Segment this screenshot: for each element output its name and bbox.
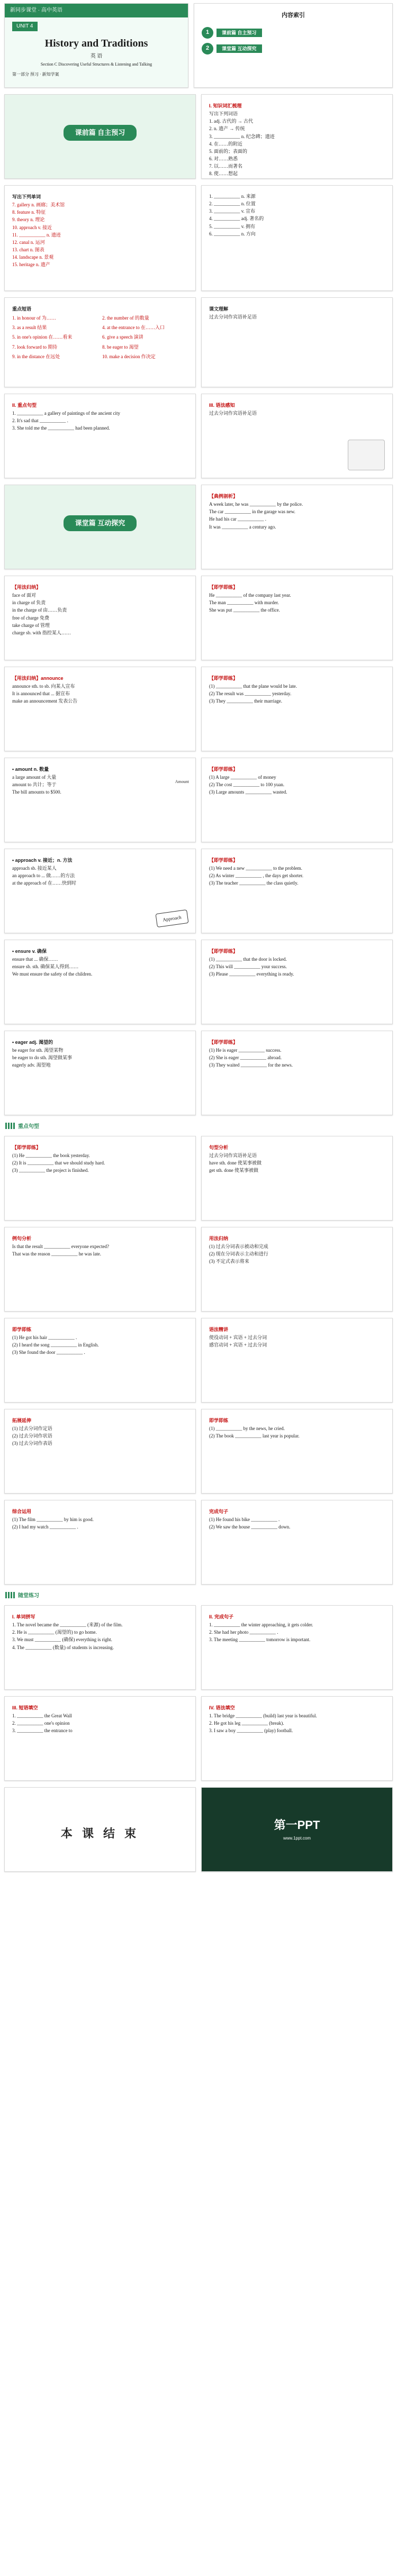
sentence-practice-slide — [4, 1136, 196, 1221]
menu-item-preview[interactable] — [202, 27, 262, 39]
slide-row-3 — [0, 182, 397, 294]
text-line: We must ensure the safety of the children. — [12, 971, 93, 977]
slide-heading: 【典例剖析】 — [209, 494, 238, 499]
text-line: 2. ___________ one's opinion — [12, 1721, 70, 1726]
text-line: 2. He is ___________ (渴望的) to go home. — [12, 1630, 97, 1635]
bars-icon — [5, 1123, 15, 1129]
usage-slide — [4, 576, 196, 660]
text-line: (1) He ___________ the book yesterday. — [12, 1153, 90, 1159]
text-line: (1) He found his bike ___________ . — [209, 1517, 280, 1523]
text-line: 4. The ___________ (数量) of students is increasing. — [12, 1644, 114, 1650]
slide-row-6 — [0, 481, 397, 572]
words-slide — [4, 185, 196, 291]
text-line: (2) 现在分词表示主动和进行 — [209, 1251, 268, 1257]
example-slide — [201, 485, 393, 569]
slide-heading: 【即学即练】 — [209, 767, 238, 772]
slide-row-11 — [0, 936, 397, 1027]
text-line: (1) 过去分词作定语 — [12, 1426, 52, 1432]
approach-sign: Approach — [155, 909, 188, 927]
text-line: ensure that ... 确保…… — [12, 957, 58, 962]
text-line: 使役动词 + 宾语 + 过去分词 — [209, 1335, 267, 1341]
text-line: 1. ___________ a gallery of paintings of the ancient city — [12, 411, 120, 416]
text-line: face of 面对 — [12, 593, 36, 598]
phrase-fill-slide — [4, 1696, 196, 1781]
slide-heading: II. 完成句子 — [209, 1614, 234, 1619]
slide-heading: 【即学即练】 — [209, 949, 238, 954]
text-line: It is announced that ... 据宣布 — [12, 691, 70, 697]
slide-heading: • ensure v. 确保 — [12, 949, 47, 954]
slide-heading: 综合运用 — [12, 1509, 32, 1514]
practice-slide-3 — [201, 1409, 393, 1494]
text-line: 1. The novel became the ___________ (来源) of the film. — [12, 1622, 123, 1628]
phrase-line: 9. in the distance 在远处 — [12, 353, 60, 359]
text-line: an approach to ... 做……的方法 — [12, 873, 75, 879]
slide-row-17 — [0, 1497, 397, 1588]
text-line: (2) It is ___________ that we should study hard. — [12, 1160, 105, 1166]
sentence-analysis-slide — [201, 1136, 393, 1221]
text-line: 3. The meeting ___________ tomorrow is important. — [209, 1637, 311, 1643]
text-line: (1) 过去分词表示被动和完成 — [209, 1244, 268, 1250]
slide-row-18 — [0, 1602, 397, 1693]
slide-heading: II. 重点句型 — [12, 403, 37, 408]
subhead-exercise — [0, 1588, 397, 1602]
brand-name: 第一PPT — [274, 1818, 320, 1832]
ending-text: 本 课 结 束 — [60, 1827, 140, 1840]
slide-heading: 重点短语 — [12, 306, 32, 312]
slide-row-4 — [0, 294, 397, 390]
word-line: 6. ___________ n. 方向 — [209, 231, 256, 236]
phrase-line: 5. in one's opinion 在……看来 — [12, 334, 73, 340]
section-header — [12, 491, 188, 555]
text-line: 过去分词作宾语补足语 — [209, 411, 257, 416]
text-line: (1) The film ___________ by him is good. — [12, 1517, 94, 1523]
grammar-fill-slide — [201, 1696, 393, 1781]
text-line: get sth. done 使某事被做 — [209, 1168, 258, 1173]
publisher-text: 新同步课堂 · 高中英语 — [10, 7, 62, 14]
bars-icon — [5, 1592, 15, 1598]
ensure-practice-slide — [201, 940, 393, 1024]
phrase-line: 6. give a speech 演讲 — [102, 334, 143, 340]
slide-heading: 句型分析 — [209, 1145, 229, 1150]
slide-heading: 即学即练 — [12, 1327, 32, 1332]
publisher-banner — [5, 4, 188, 17]
slide-footer: 第一部分 预习 · 新知学案 — [12, 71, 59, 77]
word-line: 4. ___________ adj. 著名的 — [209, 216, 264, 222]
text-line: be eager to do sth. 渴望做某事 — [12, 1055, 72, 1061]
text-line: 2. It's sad that ___________ . — [12, 418, 68, 424]
brand-site: www.1ppt.com — [283, 1836, 311, 1841]
phrase-line: 3. as a result 结果 — [12, 325, 47, 331]
slide-row-7 — [0, 572, 397, 663]
text-line: (2) I heard the song ___________ in English. — [12, 1342, 99, 1348]
text-line: 过去分词作宾语补足语 — [209, 1153, 257, 1159]
text-line: 1. ___________ the winter approaching, it gets colder. — [209, 1622, 313, 1628]
section-header — [12, 101, 188, 165]
phrases-slide — [4, 297, 196, 387]
word-line: 14. landscape n. 景观 — [12, 254, 54, 260]
menu-item-number: 2 — [202, 43, 213, 54]
eager-slide — [4, 1031, 196, 1115]
text-line: (2) We saw the house ___________ down. — [209, 1524, 291, 1530]
text-line: 2. She had her photo ___________ . — [209, 1630, 278, 1635]
word-line: 9. theory n. 理论 — [12, 217, 45, 223]
slide-heading: 【即学即练】 — [209, 1040, 238, 1045]
slide-heading: 【用法归纳】 — [12, 585, 41, 590]
brand-slide — [201, 1787, 393, 1872]
subject-label: 英 语 — [90, 53, 103, 59]
section-heading: 课前篇 自主预习 — [64, 125, 137, 141]
text-line: in charge of 负责 — [12, 600, 46, 606]
text-line: 3. ___________ the entrance to — [12, 1728, 73, 1734]
text-line: (3) ___________ the project is finished. — [12, 1168, 89, 1173]
ending-slide — [4, 1787, 196, 1872]
approach-practice-slide — [201, 849, 393, 933]
phrase-line: 2. the number of 的数量 — [102, 315, 149, 321]
text-line: take charge of 管理 — [12, 622, 50, 628]
slide-heading: 【用法归纳】announce — [12, 676, 64, 681]
text-line: (2) 过去分词作状语 — [12, 1433, 52, 1439]
text-line: She was put ___________ the office. — [209, 607, 280, 613]
announce-usage-slide — [4, 667, 196, 751]
completion-slide — [201, 1605, 393, 1690]
grammar-slide — [201, 394, 393, 478]
word-line: 11. ___________ n. 遗迹 — [12, 232, 61, 238]
text-line: (3) She found the door ___________ . — [12, 1350, 85, 1355]
slide-heading: I. 知识词汇梳理 — [209, 103, 242, 108]
menu-list — [202, 27, 385, 54]
slide-heading: III. 语法感知 — [209, 403, 235, 408]
slide-row-2 — [0, 91, 397, 182]
slide-heading: 【即学即练】 — [209, 676, 238, 681]
slide-heading: 【即学即练】 — [209, 585, 238, 590]
menu-slide — [194, 3, 393, 88]
slide-row-14 — [0, 1224, 397, 1315]
preview-section-slide — [4, 94, 196, 179]
slide-row-13 — [0, 1133, 397, 1224]
vocab-slide — [201, 94, 393, 179]
text-line: 感官动词 + 宾语 + 过去分词 — [209, 1342, 267, 1348]
slide-row-16 — [0, 1406, 397, 1497]
slide-heading: 课文理解 — [209, 306, 229, 312]
extension-slide — [4, 1409, 196, 1494]
example-analysis-slide — [4, 1227, 196, 1312]
text-line: 7. 以……而著名 — [209, 163, 243, 169]
text-line: (3) Large amounts ___________ wasted. — [209, 789, 287, 795]
slide-heading: 拓展延伸 — [12, 1418, 32, 1423]
slide-heading: 【即学即练】 — [12, 1145, 41, 1150]
word-line: 3. ___________ v. 宣布 — [209, 208, 256, 214]
sentence-slide — [4, 394, 196, 478]
menu-item-number: 1 — [202, 27, 213, 39]
text-line: in the charge of 由……负责 — [12, 607, 67, 613]
text-line: 写出下列词语 — [209, 111, 238, 117]
slide-heading: 语法精讲 — [209, 1327, 229, 1332]
slide-heading: 用法归纳 — [209, 1236, 229, 1241]
text-line: (1) ___________ by the news, he cried. — [209, 1426, 285, 1432]
text-line: (3) They ___________ their marriage. — [209, 698, 283, 704]
text-line: That was the reason ___________ he was late. — [12, 1251, 101, 1257]
text-line: 3. She told me the ___________ had been planned. — [12, 425, 110, 431]
slide-row-12 — [0, 1027, 397, 1118]
text-line: 8. 使……想起 — [209, 171, 238, 177]
text-line: (1) He got his hair ___________ . — [12, 1335, 77, 1341]
text-line: (2) She is eager ___________ abroad. — [209, 1055, 282, 1061]
slide-row-20 — [0, 1784, 397, 1875]
slide-heading: • amount n. 数量 — [12, 767, 49, 772]
text-line: The car ___________ in the garage was new. — [209, 509, 295, 515]
grammar-detail-slide — [201, 1318, 393, 1403]
text-line: a large amount of 大量 — [12, 775, 57, 780]
slide-heading: III. 短语填空 — [12, 1705, 38, 1710]
text-line: make an announcement 发表公告 — [12, 698, 78, 704]
practice-slide-2 — [4, 1318, 196, 1403]
text-line: Is that the result ___________ everyone expected? — [12, 1244, 109, 1250]
word-line: 12. canal n. 运河 — [12, 239, 45, 245]
practice-slide — [201, 576, 393, 660]
text-line: (1) A large ___________ of money — [209, 775, 276, 780]
slide-row-19 — [0, 1693, 397, 1784]
phrase-line: 10. make a decision 作决定 — [102, 353, 156, 359]
section-heading: 课堂篇 互动探究 — [64, 515, 137, 531]
complete-sentence-slide — [201, 1500, 393, 1585]
word-line: 1. ___________ n. 来源 — [209, 194, 256, 199]
amount-practice-slide — [201, 758, 393, 842]
text-line: (3) They waited ___________ for the news. — [209, 1062, 293, 1068]
slide-heading: IV. 语法填空 — [209, 1705, 235, 1710]
text-line: The man ___________ with murder. — [209, 600, 279, 606]
amount-slide — [4, 758, 196, 842]
word-line: 10. approach v. 接近 — [12, 224, 52, 230]
text-line: 4. 在……的附近 — [209, 141, 243, 147]
text-line: 1. The bridge ___________ (build) last year is beautiful. — [209, 1713, 317, 1719]
text-line: (3) 过去分词作表语 — [12, 1441, 52, 1446]
text-line: eagerly adv. 渴望地 — [12, 1062, 51, 1068]
phrase-grid — [12, 314, 188, 361]
slide-row-10 — [0, 845, 397, 936]
text-line: It was ___________ a century ago. — [209, 524, 276, 530]
explore-section-slide — [4, 485, 196, 569]
text-line: ensure sb. sth. 确保某人得到…… — [12, 964, 79, 970]
text-line: have sth. done 使某事被做 — [209, 1160, 261, 1166]
text-line: 5. 面前的；表面的 — [209, 148, 248, 154]
section-label: Section C Discovering Useful Structures & Listening and Talking — [40, 62, 152, 67]
phrase-line: 4. at the entrance to 在……入口 — [102, 325, 165, 331]
text-line: announce sth. to sb. 向某人宣布 — [12, 684, 75, 689]
approach-slide — [4, 849, 196, 933]
text-line: (3) 不定式表示将来 — [209, 1259, 249, 1264]
menu-item-label: 课堂篇 互动探究 — [216, 44, 262, 53]
text-line: (2) The cost ___________ to 100 yuan. — [209, 782, 285, 788]
text-line: 2. n. 遗产 → 传统 — [209, 126, 245, 132]
text-line: at the approach of 在……快到时 — [12, 880, 76, 886]
car-picture — [348, 440, 385, 470]
unit-badge: UNIT 4 — [12, 22, 38, 31]
understanding-slide — [201, 297, 393, 387]
slide-heading: 即学即练 — [209, 1418, 229, 1423]
comprehensive-slide — [4, 1500, 196, 1585]
text-line: 3. ___________ n. 纪念碑；遗迹 — [209, 133, 275, 139]
text-line: (1) ___________ that the plane would be late. — [209, 684, 297, 689]
word-line: 7. gallery n. 画廊；美术馆 — [12, 202, 65, 208]
menu-title: 内容索引 — [282, 12, 305, 19]
word-line: 5. ___________ v. 拥有 — [209, 223, 256, 229]
slide-heading: 例句分析 — [12, 1236, 32, 1241]
text-line: amount to 共计；等于 — [12, 782, 57, 788]
text-line: (2) The result was ___________ yesterday. — [209, 691, 292, 697]
text-line: (3) The teacher ___________ the class quietly. — [209, 880, 299, 886]
slide-row-8 — [0, 663, 397, 754]
slide-row-5 — [0, 390, 397, 481]
slide-heading: 完成句子 — [209, 1509, 229, 1514]
words-slide-2 — [201, 185, 393, 291]
slide-heading: • eager adj. 渴望的 — [12, 1040, 53, 1045]
text-line: 3. We must ___________ (确保) everything is right. — [12, 1637, 112, 1643]
subhead-sentences — [0, 1118, 397, 1133]
text-line: 6. 对……熟悉 — [209, 156, 238, 161]
text-line: charge sb. with 指控某人…… — [12, 630, 71, 635]
text-line: He had his car ___________ . — [209, 516, 266, 522]
unit-title: History and Traditions — [44, 37, 148, 49]
text-line: He ___________ of the company last year. — [209, 593, 291, 598]
word-line: 2. ___________ n. 位置 — [209, 201, 256, 207]
slide-heading: 【即学即练】 — [209, 858, 238, 863]
text-line: (2) I had my watch ___________ . — [12, 1524, 78, 1530]
menu-item-label: 课前篇 自主预习 — [216, 29, 262, 37]
slide-heading: I. 单词拼写 — [12, 1614, 35, 1619]
text-line: free of charge 免费 — [12, 615, 50, 621]
spelling-slide — [4, 1605, 196, 1690]
text-line: 过去分词作宾语补足语 — [209, 314, 257, 320]
text-line: (3) Please ___________ everything is ready. — [209, 971, 294, 977]
slide-row-9 — [0, 754, 397, 845]
phrase-line: 7. look forward to 期待 — [12, 344, 58, 350]
text-line: A week later, he was ___________ by the police. — [209, 502, 303, 507]
slide-heading: • approach v. 接近；n. 方法 — [12, 858, 73, 863]
text-line: 1. adj. 古代的 → 古代 — [209, 119, 253, 124]
subhead-label: 重点句型 — [18, 1124, 39, 1130]
amount-badge: Amount — [175, 779, 189, 784]
text-line: The bill amounts to $500. — [12, 789, 61, 795]
text-line: (2) As winter ___________ , the days get shorter. — [209, 873, 303, 879]
text-line: 2. He got his leg ___________ (break). — [209, 1721, 284, 1726]
text-line: (1) We need a new ___________ to the problem. — [209, 866, 302, 871]
text-line: (2) This will ___________ your success. — [209, 964, 287, 970]
text-line: (1) He is eager ___________ success. — [209, 1048, 282, 1053]
text-line: (2) The book ___________ last year is popular. — [209, 1433, 300, 1439]
text-line: (1) ___________ that the door is locked. — [209, 957, 287, 962]
phrase-line: 1. in honour of 为…… — [12, 315, 56, 321]
subhead-label: 随堂练习 — [18, 1593, 39, 1599]
title-slide — [4, 3, 188, 88]
eager-practice-slide — [201, 1031, 393, 1115]
word-line: 15. heritage n. 遗产 — [12, 262, 50, 268]
slide-row-15 — [0, 1315, 397, 1406]
text-line: 1. ___________ the Great Wall — [12, 1713, 72, 1719]
text-line: be eager for sth. 渴望某物 — [12, 1048, 64, 1053]
usage-summary-slide — [201, 1227, 393, 1312]
announce-practice-slide — [201, 667, 393, 751]
text-line: approach sb. 接近某人 — [12, 866, 57, 871]
word-line: 13. chart n. 图表 — [12, 247, 44, 252]
menu-item-explore[interactable] — [202, 43, 262, 54]
slide-row-1 — [0, 0, 397, 91]
phrase-line: 8. be eager to 渴望 — [102, 344, 139, 350]
word-line: 8. feature n. 特征 — [12, 210, 46, 215]
text-line: 3. I saw a boy ___________ (play) football. — [209, 1728, 293, 1734]
slide-heading: 写出下列单词 — [12, 194, 41, 199]
ensure-slide — [4, 940, 196, 1024]
